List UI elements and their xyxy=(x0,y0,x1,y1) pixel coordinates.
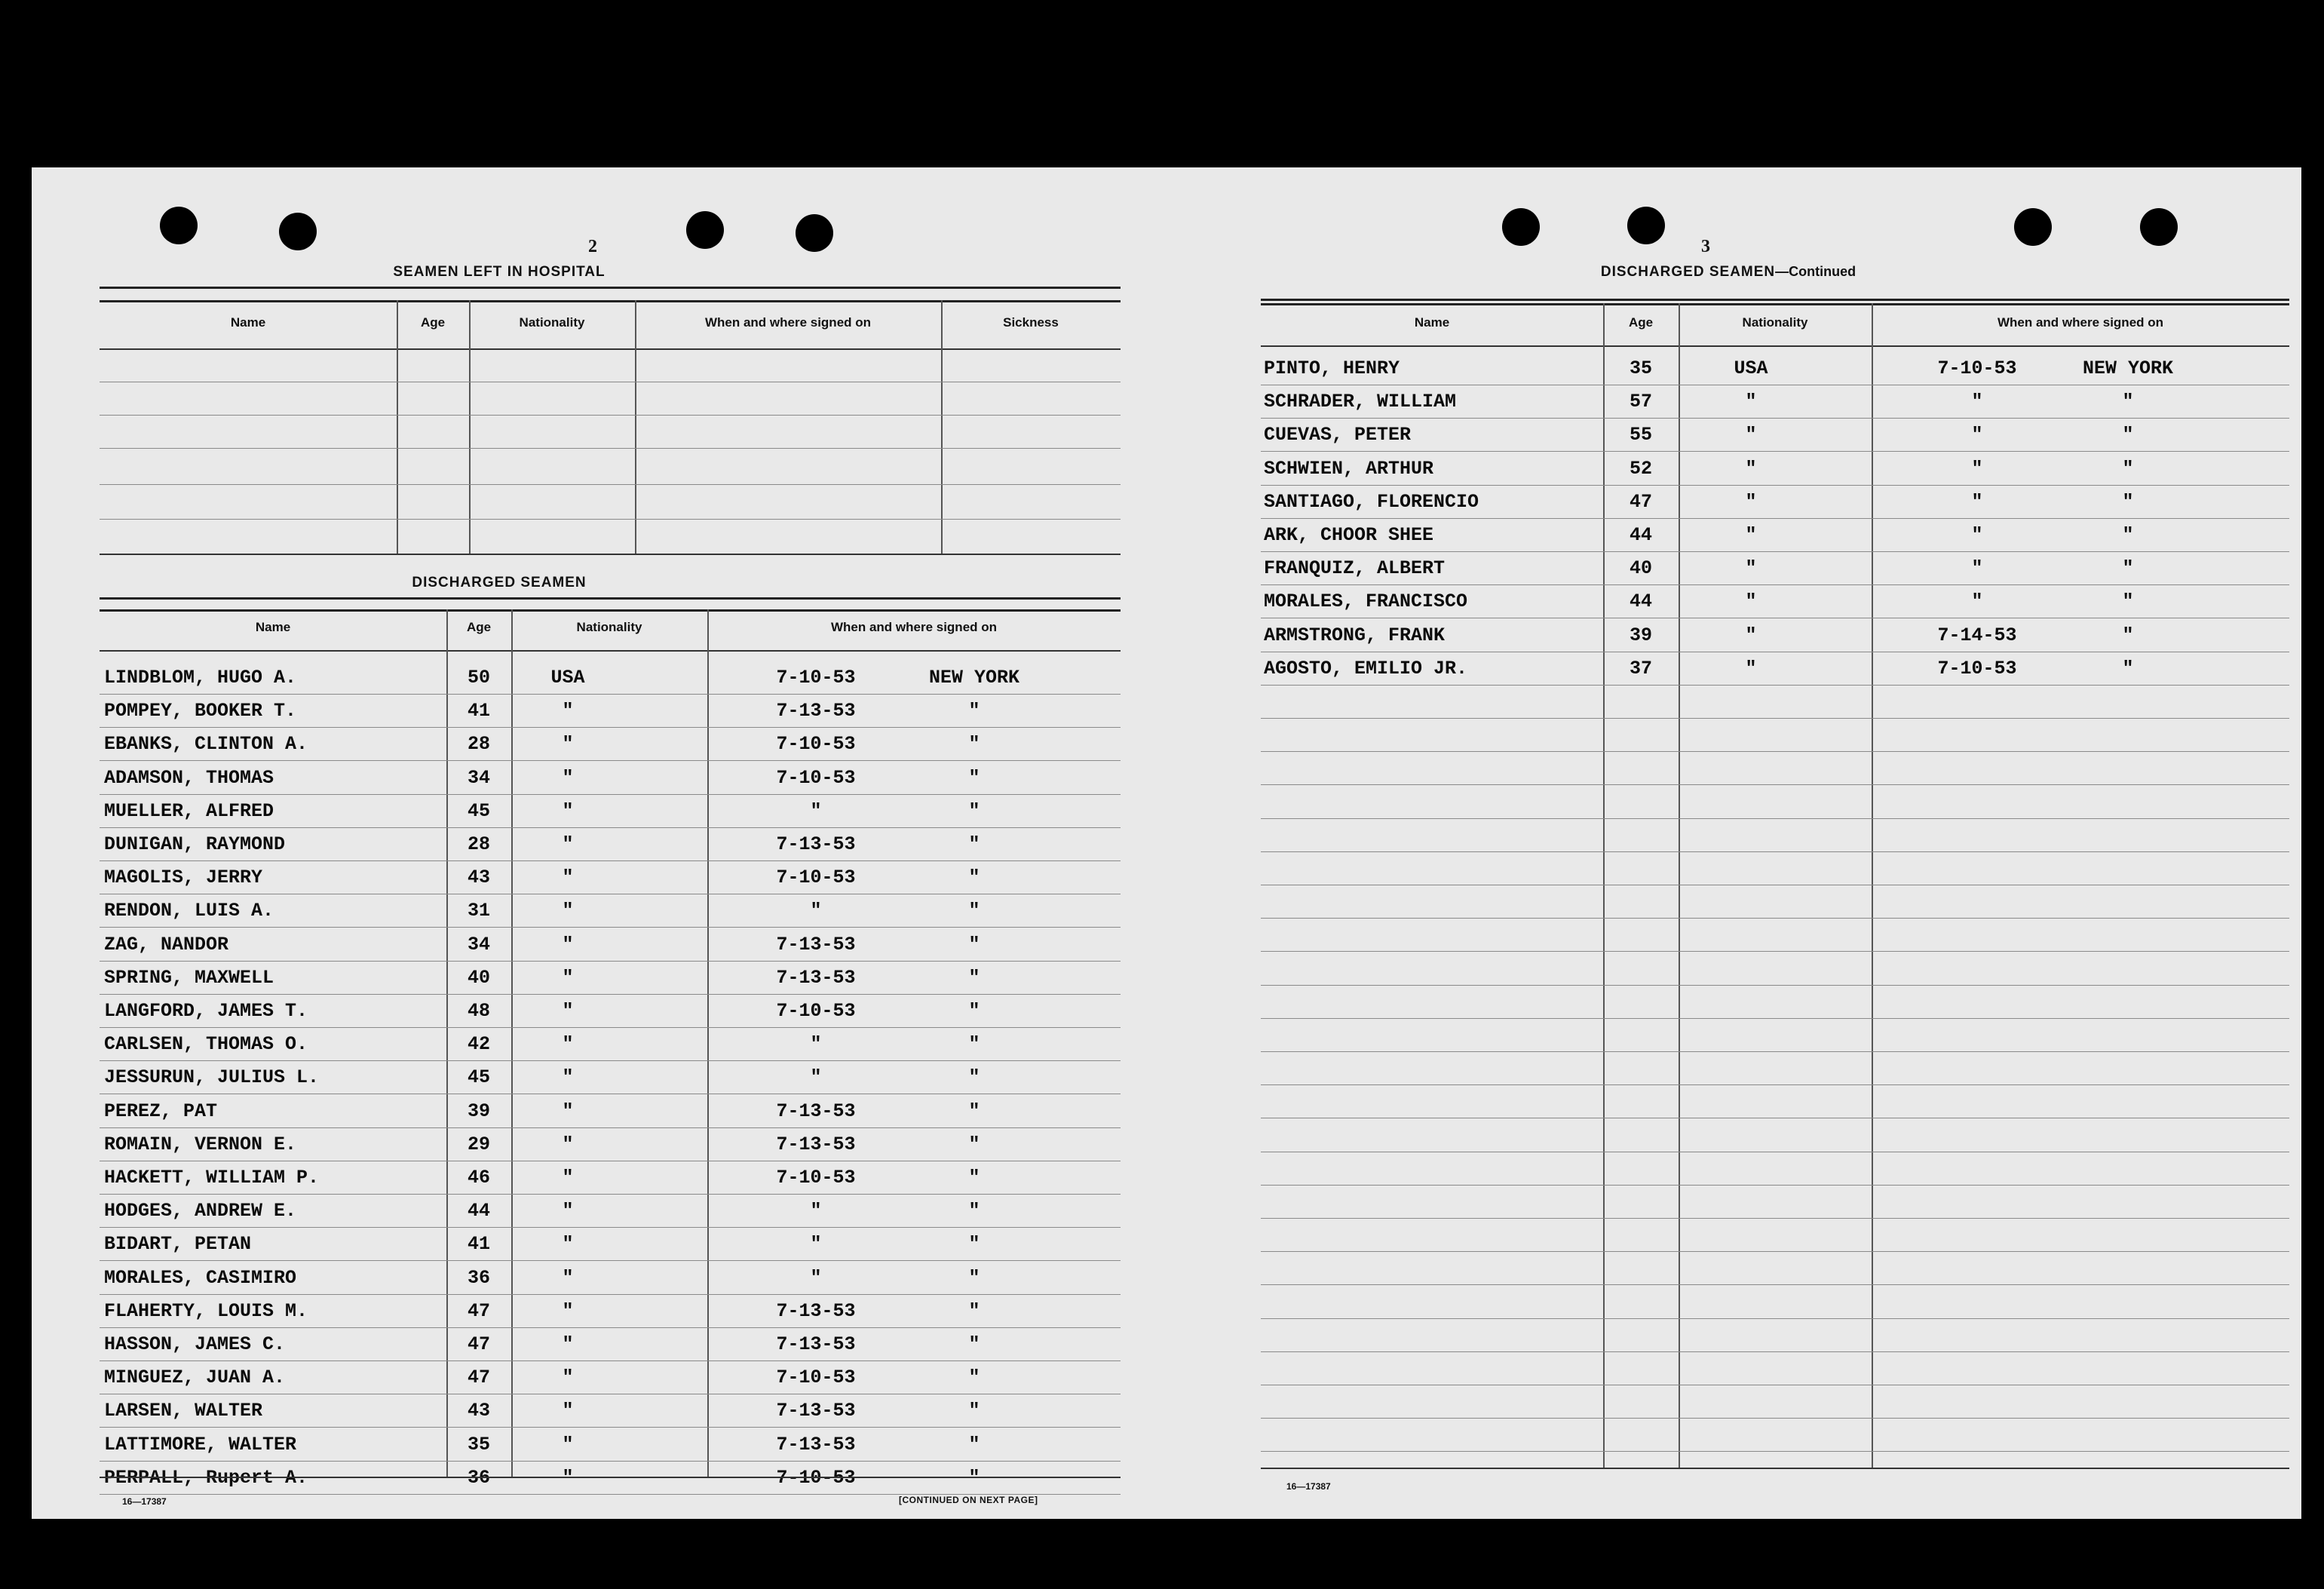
row-rule xyxy=(1261,818,2289,819)
seaman-age: 40 xyxy=(1629,557,1652,579)
seaman-name: LANGFORD, JAMES T. xyxy=(104,1000,308,1022)
row-rule xyxy=(1261,1351,2289,1352)
signed-on-place: " xyxy=(2122,458,2134,480)
seaman-nationality: " xyxy=(562,1033,574,1055)
row-rule xyxy=(100,760,1121,761)
seaman-name: HODGES, ANDREW E. xyxy=(104,1200,297,1222)
row-rule xyxy=(1261,1084,2289,1085)
page-number: 3 xyxy=(1701,237,1710,256)
seaman-age: 36 xyxy=(467,1267,490,1289)
signed-on-date: " xyxy=(810,1033,822,1055)
seaman-name: MINGUEZ, JUAN A. xyxy=(104,1367,286,1388)
seaman-age: 37 xyxy=(1629,658,1652,679)
signed-on-place: " xyxy=(968,1333,980,1355)
seaman-age: 31 xyxy=(467,900,490,922)
row-rule xyxy=(1261,784,2289,785)
signed-on-date: " xyxy=(1971,491,1983,513)
seaman-name: SANTIAGO, FLORENCIO xyxy=(1264,491,1479,513)
seaman-name: CUEVAS, PETER xyxy=(1264,424,1412,446)
row-rule xyxy=(1261,1284,2289,1285)
seaman-age: 36 xyxy=(467,1467,490,1489)
signed-on-date: 7-14-53 xyxy=(1937,624,2017,646)
seaman-age: 41 xyxy=(467,1233,490,1255)
seaman-nationality: " xyxy=(562,934,574,956)
signed-on-date: " xyxy=(810,1200,822,1222)
signed-on-date: " xyxy=(810,800,822,822)
signed-on-date: 7-10-53 xyxy=(776,1000,856,1022)
signed-on-date: 7-13-53 xyxy=(776,1300,856,1322)
seaman-age: 43 xyxy=(467,1400,490,1422)
signed-on-place: " xyxy=(968,1400,980,1422)
row-rule xyxy=(100,1127,1121,1128)
row-rule xyxy=(100,694,1121,695)
signed-on-place: " xyxy=(968,1467,980,1489)
signed-on-place: " xyxy=(968,1167,980,1189)
row-rule xyxy=(1261,1451,2289,1452)
seaman-nationality: " xyxy=(562,767,574,789)
signed-on-date: 7-10-53 xyxy=(776,667,856,689)
seaman-age: 35 xyxy=(467,1434,490,1456)
seaman-name: LATTIMORE, WALTER xyxy=(104,1434,297,1456)
row-rule xyxy=(100,994,1121,995)
seaman-name: FRANQUIZ, ALBERT xyxy=(1264,557,1446,579)
seaman-nationality: " xyxy=(1745,491,1757,513)
seaman-age: 28 xyxy=(467,833,490,855)
signed-on-place: " xyxy=(968,967,980,989)
signed-on-date: 7-10-53 xyxy=(776,867,856,888)
seaman-age: 44 xyxy=(1629,524,1652,546)
signed-on-date: 7-13-53 xyxy=(776,1434,856,1456)
seaman-name: HACKETT, WILLIAM P. xyxy=(104,1167,320,1189)
row-rule xyxy=(100,860,1121,861)
seaman-nationality: " xyxy=(562,1467,574,1489)
seaman-name: ROMAIN, VERNON E. xyxy=(104,1133,297,1155)
signed-on-place: " xyxy=(968,1033,980,1055)
signed-on-place: " xyxy=(968,1267,980,1289)
signed-on-date: " xyxy=(810,1233,822,1255)
row-rule xyxy=(1261,985,2289,986)
seaman-nationality: " xyxy=(562,1300,574,1322)
seaman-age: 47 xyxy=(1629,491,1652,513)
discharged-col-signed-on: When and where signed on xyxy=(830,620,998,634)
seaman-nationality: " xyxy=(562,1066,574,1088)
discharged-continued-title xyxy=(1540,264,1917,281)
seaman-age: 39 xyxy=(1629,624,1652,646)
signed-on-date: 7-10-53 xyxy=(776,767,856,789)
row-rule xyxy=(100,1060,1121,1061)
row-rule xyxy=(100,1294,1121,1295)
seaman-nationality: " xyxy=(562,1233,574,1255)
seaman-name: MORALES, CASIMIRO xyxy=(104,1267,297,1289)
signed-on-date: " xyxy=(1971,524,1983,546)
seaman-nationality: " xyxy=(562,1367,574,1388)
signed-on-date: 7-13-53 xyxy=(776,967,856,989)
seaman-name: CARLSEN, THOMAS O. xyxy=(104,1033,308,1055)
discharged-col-age: Age xyxy=(466,620,492,634)
hospital-col-nationality: Nationality xyxy=(519,315,585,330)
signed-on-place: NEW YORK xyxy=(928,667,1020,689)
row-rule xyxy=(100,794,1121,795)
row-rule xyxy=(1261,418,2289,419)
signed-on-place: " xyxy=(968,900,980,922)
seaman-nationality: " xyxy=(562,1333,574,1355)
signed-on-place: " xyxy=(968,1367,980,1388)
seaman-nationality: " xyxy=(1745,524,1757,546)
discharged-section-title: DISCHARGED SEAMEN xyxy=(412,575,587,591)
row-rule xyxy=(1261,1251,2289,1252)
signed-on-place: " xyxy=(968,1233,980,1255)
signed-on-date: 7-10-53 xyxy=(776,1367,856,1388)
signed-on-place: " xyxy=(968,1100,980,1122)
signed-on-place: " xyxy=(2122,591,2134,612)
signed-on-place: " xyxy=(968,700,980,722)
row-rule xyxy=(100,727,1121,728)
row-rule xyxy=(1261,1318,2289,1319)
row-rule xyxy=(1261,751,2289,752)
signed-on-place: NEW YORK xyxy=(2082,357,2174,379)
seaman-age: 41 xyxy=(467,700,490,722)
seaman-name: SPRING, MAXWELL xyxy=(104,967,274,989)
seaman-name: ARMSTRONG, FRANK xyxy=(1264,624,1446,646)
left-page xyxy=(32,167,1163,1519)
seaman-nationality: " xyxy=(562,800,574,822)
seaman-age: 40 xyxy=(467,967,490,989)
seaman-age: 45 xyxy=(467,1066,490,1088)
seaman-age: 34 xyxy=(467,767,490,789)
hospital-col-sickness: Sickness xyxy=(1003,315,1059,330)
signed-on-place: " xyxy=(2122,624,2134,646)
row-rule xyxy=(1261,518,2289,519)
seaman-nationality: " xyxy=(1745,591,1757,612)
signed-on-date: " xyxy=(810,1066,822,1088)
seaman-name: LINDBLOM, HUGO A. xyxy=(104,667,297,689)
signed-on-place: " xyxy=(968,733,980,755)
seaman-age: 47 xyxy=(467,1333,490,1355)
discharged-col-name: Name xyxy=(255,620,291,634)
row-rule xyxy=(100,1427,1121,1428)
row-rule xyxy=(100,1327,1121,1328)
right-page xyxy=(1178,167,2301,1519)
row-rule xyxy=(100,927,1121,928)
seaman-name: BIDART, PETAN xyxy=(104,1233,252,1255)
seaman-age: 46 xyxy=(467,1167,490,1189)
seaman-name: MUELLER, ALFRED xyxy=(104,800,274,822)
hospital-section-title: SEAMEN LEFT IN HOSPITAL xyxy=(393,264,606,280)
signed-on-date: 7-13-53 xyxy=(776,1100,856,1122)
row-rule xyxy=(1261,1218,2289,1219)
seaman-nationality: " xyxy=(562,1100,574,1122)
signed-on-place: " xyxy=(2122,658,2134,679)
seaman-nationality: " xyxy=(1745,624,1757,646)
signed-on-date: " xyxy=(1971,557,1983,579)
row-rule xyxy=(1261,951,2289,952)
seaman-name: MORALES, FRANCISCO xyxy=(1264,591,1468,612)
hospital-col-signed-on: When and where signed on xyxy=(704,315,872,330)
seaman-nationality: " xyxy=(1745,458,1757,480)
seaman-nationality: " xyxy=(562,1200,574,1222)
signed-on-date: " xyxy=(810,1267,822,1289)
seaman-age: 50 xyxy=(467,667,490,689)
signed-on-place: " xyxy=(2122,391,2134,413)
signed-on-date: 7-10-53 xyxy=(776,733,856,755)
seaman-name: ZAG, NANDOR xyxy=(104,934,229,956)
seaman-age: 39 xyxy=(467,1100,490,1122)
form-code: 16—17387 xyxy=(122,1496,167,1507)
row-rule xyxy=(100,961,1121,962)
signed-on-date: 7-13-53 xyxy=(776,1133,856,1155)
seaman-name: AGOSTO, EMILIO JR. xyxy=(1264,658,1468,679)
row-rule xyxy=(1261,1051,2289,1052)
seaman-nationality: " xyxy=(562,1267,574,1289)
discharged-col-nationality: Nationality xyxy=(576,620,642,634)
signed-on-date: 7-13-53 xyxy=(776,700,856,722)
seaman-age: 29 xyxy=(467,1133,490,1155)
row-rule xyxy=(1261,1418,2289,1419)
signed-on-date: " xyxy=(1971,424,1983,446)
seaman-age: 47 xyxy=(467,1367,490,1388)
seaman-age: 48 xyxy=(467,1000,490,1022)
seaman-name: PERPALL, Rupert A. xyxy=(104,1467,308,1489)
seaman-nationality: USA xyxy=(1734,357,1768,379)
right-col-nationality: Nationality xyxy=(1742,315,1808,330)
seaman-age: 52 xyxy=(1629,458,1652,480)
seaman-age: 43 xyxy=(467,867,490,888)
row-rule xyxy=(1261,451,2289,452)
signed-on-date: 7-13-53 xyxy=(776,833,856,855)
row-rule xyxy=(100,1194,1121,1195)
row-rule xyxy=(100,1027,1121,1028)
seaman-nationality: " xyxy=(562,1434,574,1456)
row-rule xyxy=(1261,485,2289,486)
seaman-nationality: " xyxy=(562,733,574,755)
seaman-nationality: " xyxy=(1745,557,1757,579)
signed-on-date: " xyxy=(1971,458,1983,480)
signed-on-date: 7-10-53 xyxy=(1937,357,2017,379)
signed-on-place: " xyxy=(968,1000,980,1022)
seaman-age: 47 xyxy=(467,1300,490,1322)
seaman-name: RENDON, LUIS A. xyxy=(104,900,274,922)
signed-on-place: " xyxy=(968,867,980,888)
seaman-age: 44 xyxy=(1629,591,1652,612)
right-col-signed-on: When and where signed on xyxy=(1997,315,2164,330)
row-rule xyxy=(1261,1185,2289,1186)
seaman-age: 57 xyxy=(1629,391,1652,413)
seaman-name: ADAMSON, THOMAS xyxy=(104,767,274,789)
signed-on-date: 7-13-53 xyxy=(776,934,856,956)
seaman-name: MAGOLIS, JERRY xyxy=(104,867,263,888)
seaman-age: 28 xyxy=(467,733,490,755)
signed-on-place: " xyxy=(968,1066,980,1088)
seaman-name: PEREZ, PAT xyxy=(104,1100,218,1122)
signed-on-date: " xyxy=(1971,591,1983,612)
seaman-age: 34 xyxy=(467,934,490,956)
discharged-continued-suffix: —Continued xyxy=(1775,264,1856,279)
signed-on-date: 7-10-53 xyxy=(1937,658,2017,679)
row-rule xyxy=(1261,1018,2289,1019)
right-col-name: Name xyxy=(1414,315,1450,330)
row-rule xyxy=(1261,718,2289,719)
hospital-col-age: Age xyxy=(420,315,446,330)
seaman-name: LARSEN, WALTER xyxy=(104,1400,263,1422)
discharged-continued-title-main: DISCHARGED SEAMEN xyxy=(1600,264,1776,280)
signed-on-place: " xyxy=(2122,524,2134,546)
hospital-col-name: Name xyxy=(230,315,266,330)
signed-on-place: " xyxy=(968,934,980,956)
signed-on-place: " xyxy=(968,800,980,822)
seaman-name: JESSURUN, JULIUS L. xyxy=(104,1066,320,1088)
signed-on-date: 7-13-53 xyxy=(776,1400,856,1422)
signed-on-place: " xyxy=(968,1200,980,1222)
seaman-nationality: " xyxy=(562,1000,574,1022)
seaman-age: 44 xyxy=(467,1200,490,1222)
row-rule xyxy=(100,1360,1121,1361)
signed-on-place: " xyxy=(968,1434,980,1456)
seaman-nationality: " xyxy=(562,867,574,888)
seaman-name: HASSON, JAMES C. xyxy=(104,1333,286,1355)
right-col-age: Age xyxy=(1628,315,1654,330)
signed-on-place: " xyxy=(968,833,980,855)
seaman-nationality: USA xyxy=(550,667,585,689)
signed-on-date: " xyxy=(810,900,822,922)
document-sheet xyxy=(32,167,2301,1519)
signed-on-place: " xyxy=(2122,424,2134,446)
seaman-nationality: " xyxy=(562,1400,574,1422)
row-rule xyxy=(1261,685,2289,686)
signed-on-date: 7-13-53 xyxy=(776,1333,856,1355)
seaman-name: SCHWIEN, ARTHUR xyxy=(1264,458,1434,480)
seaman-nationality: " xyxy=(562,833,574,855)
row-rule xyxy=(1261,584,2289,585)
row-rule xyxy=(1261,551,2289,552)
seaman-name: PINTO, HENRY xyxy=(1264,357,1400,379)
signed-on-date: 7-10-53 xyxy=(776,1467,856,1489)
seaman-age: 35 xyxy=(1629,357,1652,379)
signed-on-place: " xyxy=(968,767,980,789)
signed-on-date: " xyxy=(1971,391,1983,413)
seaman-nationality: " xyxy=(562,1133,574,1155)
seaman-nationality: " xyxy=(562,900,574,922)
row-rule xyxy=(100,827,1121,828)
seaman-nationality: " xyxy=(562,1167,574,1189)
seaman-age: 55 xyxy=(1629,424,1652,446)
seaman-nationality: " xyxy=(562,967,574,989)
seaman-age: 42 xyxy=(467,1033,490,1055)
seaman-nationality: " xyxy=(562,700,574,722)
form-code: 16—17387 xyxy=(1286,1481,1331,1492)
row-rule xyxy=(100,1260,1121,1261)
seaman-nationality: " xyxy=(1745,658,1757,679)
signed-on-place: " xyxy=(2122,491,2134,513)
seaman-name: DUNIGAN, RAYMOND xyxy=(104,833,286,855)
row-rule xyxy=(1261,851,2289,852)
seaman-name: ARK, CHOOR SHEE xyxy=(1264,524,1434,546)
signed-on-place: " xyxy=(968,1133,980,1155)
row-rule xyxy=(100,1461,1121,1462)
seaman-nationality: " xyxy=(1745,391,1757,413)
signed-on-place: " xyxy=(2122,557,2134,579)
seaman-name: FLAHERTY, LOUIS M. xyxy=(104,1300,308,1322)
seaman-name: SCHRADER, WILLIAM xyxy=(1264,391,1457,413)
seaman-age: 45 xyxy=(467,800,490,822)
seaman-name: EBANKS, CLINTON A. xyxy=(104,733,308,755)
signed-on-place: " xyxy=(968,1300,980,1322)
seaman-name: POMPEY, BOOKER T. xyxy=(104,700,297,722)
row-rule xyxy=(1261,918,2289,919)
row-rule xyxy=(100,1227,1121,1228)
signed-on-date: 7-10-53 xyxy=(776,1167,856,1189)
page-number: 2 xyxy=(588,237,597,256)
continued-note: [CONTINUED ON NEXT PAGE] xyxy=(899,1495,1038,1505)
seaman-nationality: " xyxy=(1745,424,1757,446)
